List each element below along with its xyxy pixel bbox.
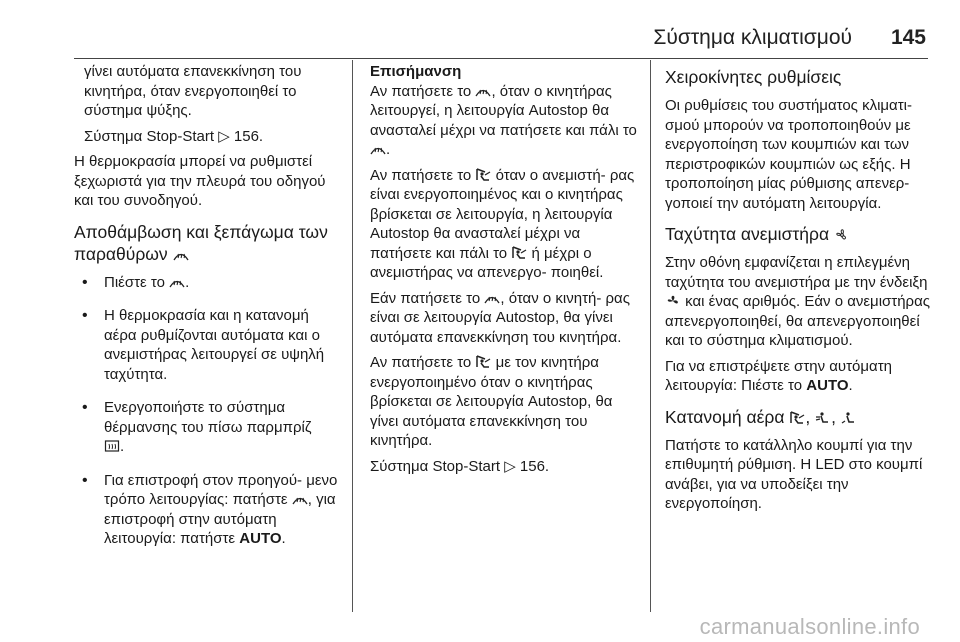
section-title-defrost-text: Αποθάμβωση και ξεπάγωμα των παραθύρων bbox=[74, 221, 328, 264]
fan-text-a: Στην οθόνη εμφανίζεται η επιλεγμένη ταχύτητα του ανεμιστήρα με την ένδειξη bbox=[665, 254, 928, 291]
section-title-manual: Χειροκίνητες ρυθμίσεις bbox=[665, 67, 842, 87]
section-title-air-distribution-text: Κατανομή αέρα bbox=[665, 406, 785, 427]
step-4-period: . bbox=[281, 530, 286, 547]
windscreen-defrost-icon bbox=[484, 291, 500, 305]
air-to-windscreen-icon bbox=[511, 246, 527, 260]
auto-text: Για να επιστρέψετε στην αυτόματη λειτουργία: Πιέστε το bbox=[665, 357, 892, 394]
step-3-period: . bbox=[120, 438, 125, 455]
note-p3 bbox=[370, 289, 642, 348]
list-item bbox=[74, 398, 344, 457]
step-4-text-a: Για επιστροφή στον προηγού- μενο τρόπο λειτουργίας: πατήστε bbox=[104, 471, 338, 508]
comma: , bbox=[831, 406, 837, 427]
air-to-windscreen-icon bbox=[475, 168, 491, 182]
auto-label: AUTO bbox=[806, 377, 849, 394]
note-p1-a: Αν πατήσετε το bbox=[370, 82, 472, 100]
defrost-steps bbox=[74, 273, 344, 549]
note-p2 bbox=[370, 166, 642, 283]
distribution-paragraph: Πατήστε το κατάλληλο κουμπί για την επιθυμητή ρύθμιση. Η LED στο κουμπί ανάβει, για να υποδείξει την ενεργοποίηση. bbox=[665, 436, 923, 512]
windscreen-defrost-icon bbox=[475, 84, 491, 98]
air-to-windscreen-icon bbox=[789, 411, 805, 425]
note-p1-period: . bbox=[386, 141, 391, 158]
air-to-face-icon bbox=[815, 411, 831, 425]
fan-indicator-icon bbox=[665, 294, 681, 308]
note-p2-b: όταν ο ανεμιστή- ρας είναι ενεργοποιημένος και ο κινητήρας βρίσκεται σε λειτουργία, η λειτουργία Autostop θα ανασταλεί μέχρι να πατήσετε και πάλι το bbox=[370, 166, 635, 262]
column-1 bbox=[74, 62, 344, 563]
note-p3-a: Εάν πατήσετε το bbox=[370, 289, 481, 307]
step-1-text: Πιέστε το bbox=[104, 273, 165, 291]
step-4-text-b: , για επιστροφή στην αυτόματη λειτουργία: πατήστε bbox=[104, 491, 336, 547]
section-title-fan bbox=[665, 223, 935, 245]
windscreen-defrost-icon bbox=[292, 492, 308, 506]
stop-start-ref-2-label[interactable]: Σύστημα Stop-Start bbox=[370, 457, 501, 475]
page-ref-arrow-icon: ▷ bbox=[218, 127, 230, 145]
column-divider-1 bbox=[352, 60, 353, 612]
rear-window-heating-icon bbox=[104, 439, 120, 453]
column-2 bbox=[370, 62, 642, 482]
note-p1-b: , όταν ο κινητήρας λειτουργεί, η λειτουργία Autostop θα ανασταλεί μέχρι να πατήσετε και πάλι το bbox=[370, 82, 637, 139]
note-p4-b: με τον κινητήρα ενεργοποιημένο όταν ο κινητήρας βρίσκεται σε λειτουργία Autostop, θα γίνει αυτόματα επανεκκίνηση του κινητήρα. bbox=[370, 354, 613, 449]
watermark: carmanualsonline.info bbox=[699, 614, 920, 639]
column-3 bbox=[665, 62, 935, 520]
windscreen-defrost-icon bbox=[173, 248, 189, 262]
temperature-paragraph: Η θερμοκρασία μπορεί να ρυθμιστεί ξεχωριστά για την πλευρά του οδηγού και του συνοδηγού. bbox=[74, 153, 326, 209]
fan-icon bbox=[834, 228, 850, 242]
page-ref-arrow-icon: ▷ bbox=[504, 457, 516, 475]
auto-period: . bbox=[848, 377, 853, 394]
auto-paragraph bbox=[665, 357, 935, 396]
step-2-text: Η θερμοκρασία και η κατανομή αέρα ρυθμίζονται αυτόματα και ο ανεμιστήρας λειτουργεί σε υψηλή ταχύτητα. bbox=[104, 307, 325, 383]
air-to-feet-icon bbox=[841, 411, 857, 425]
header-rule bbox=[74, 58, 928, 59]
section-title-defrost bbox=[74, 221, 344, 265]
page-number: 145 bbox=[890, 26, 926, 49]
stop-start-ref-page[interactable]: 156. bbox=[233, 127, 264, 145]
note-block bbox=[370, 62, 642, 160]
note-p4-a: Αν πατήσετε το bbox=[370, 354, 472, 371]
list-item bbox=[74, 471, 344, 549]
manual-paragraph: Οι ρυθμίσεις του συστήματος κλιματι- σμού μπορούν να τροποποιηθούν με ενεργοποίηση των κουμπιών και των περιστροφικών κουμπιών ως εξής. Η τροποποίηση μίας ρύθμισης απενερ- γοποιεί την αυτόματη λειτουργία. bbox=[665, 97, 912, 212]
section-title-fan-text: Ταχύτητα ανεμιστήρα bbox=[665, 224, 830, 244]
intro-text: γίνει αυτόματα επανεκκίνηση του κινητήρα, όταν ενεργοποιηθεί το σύστημα ψύξης. bbox=[84, 63, 302, 119]
stop-start-ref bbox=[74, 127, 344, 147]
note-p2-c: ή μέχρι ο ανεμιστήρας να απενεργο- ποιηθεί. bbox=[370, 244, 604, 281]
note-p3-b: , όταν ο κινητή- ρας είναι σε λειτουργία Autostop, θα γίνει αυτόματα επανεκκίνηση του κινητήρα. bbox=[370, 289, 630, 346]
intro-paragraph bbox=[74, 62, 344, 121]
header-title: Σύστημα κλιματισμού bbox=[653, 26, 852, 49]
fan-text-b: και ένας αριθμός. Εάν ο ανεμιστήρας απενεργοποιηθεί, θα απενεργοποιηθεί και το σύστημα κλιματισμού. bbox=[665, 293, 930, 349]
windscreen-defrost-icon bbox=[370, 142, 386, 156]
column-divider-2 bbox=[650, 60, 651, 612]
stop-start-ref-2 bbox=[370, 457, 642, 477]
note-p4 bbox=[370, 353, 642, 451]
section-title-air-distribution bbox=[665, 406, 935, 428]
note-p2-a: Αν πατήσετε το bbox=[370, 166, 472, 184]
step-1-period: . bbox=[185, 273, 190, 291]
stop-start-ref-label[interactable]: Σύστημα Stop-Start bbox=[84, 127, 215, 145]
list-item bbox=[74, 273, 344, 293]
step-3-text: Ενεργοποιήστε το σύστημα θέρμανσης του πίσω παρμπρίζ bbox=[104, 399, 312, 436]
comma: , bbox=[805, 406, 811, 427]
auto-label: AUTO bbox=[239, 530, 282, 547]
list-item bbox=[74, 306, 344, 384]
air-to-windscreen-icon bbox=[475, 355, 491, 369]
windscreen-defrost-icon bbox=[169, 275, 185, 289]
stop-start-ref-2-page[interactable]: 156. bbox=[519, 457, 550, 475]
page-header bbox=[0, 20, 960, 60]
note-title: Επισήμανση bbox=[370, 63, 462, 80]
fan-paragraph bbox=[665, 253, 935, 351]
